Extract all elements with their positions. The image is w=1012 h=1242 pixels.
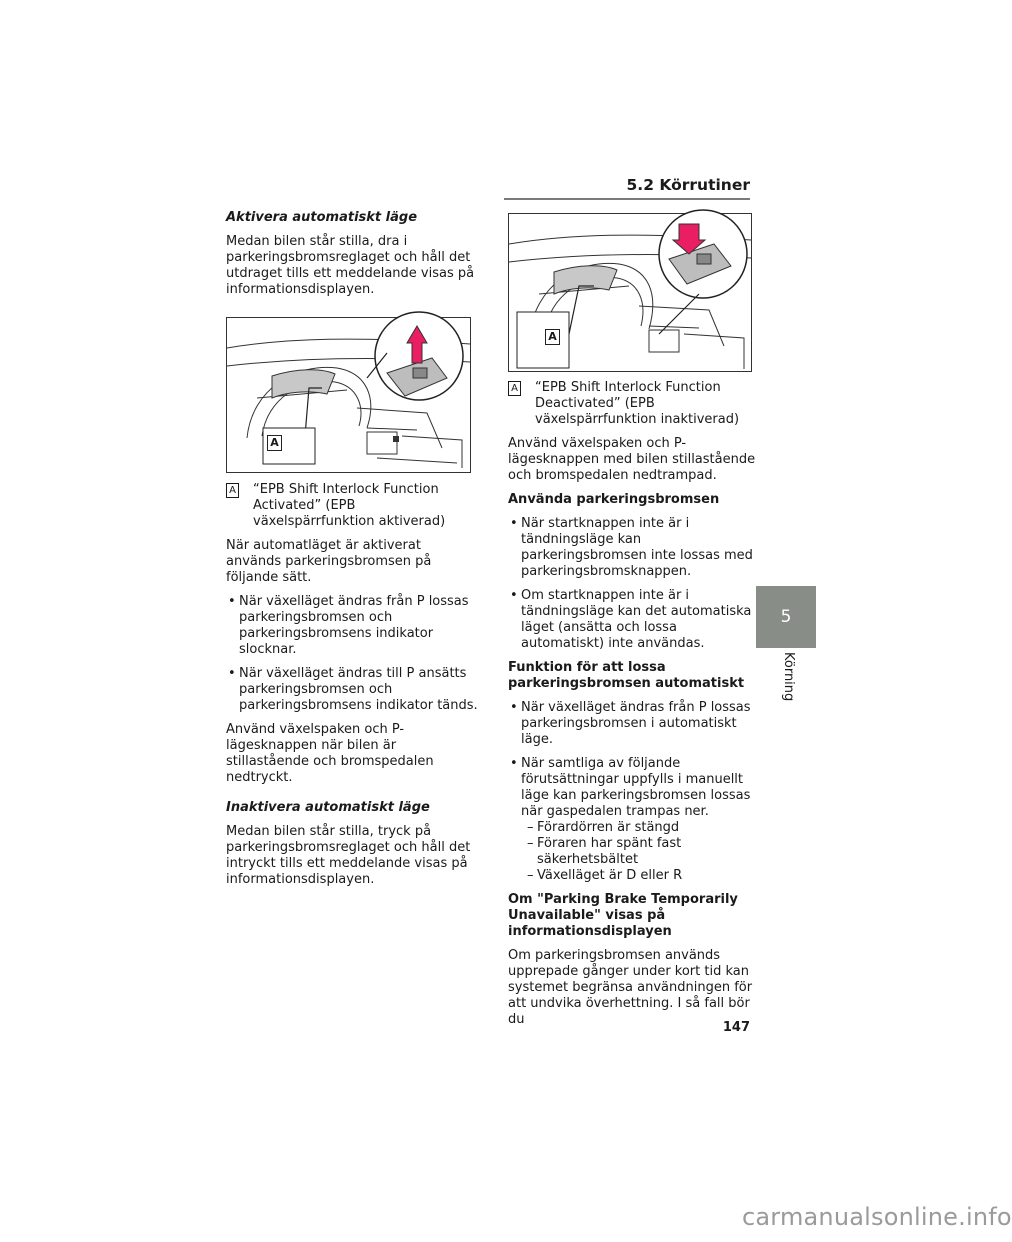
chapter-label: Körning xyxy=(781,652,796,702)
page-number: 147 xyxy=(722,1020,750,1035)
list-item: • När växelläget ändras från P lossas parkeringsbromsen och parkeringsbromsens indikator slocknar. xyxy=(226,594,478,658)
sub-list-item: – Föraren har spänt fast säkerhetsbältet xyxy=(527,836,760,868)
callout-text: “EPB Shift Interlock Function Activated” (EPB växelspärrfunktion aktiverad) xyxy=(253,482,446,529)
paragraph: Använd växelspaken och P-lägesknappen när bilen är stillastående och bromspedalen nedtryckt. xyxy=(226,722,434,785)
callout-badge: A xyxy=(508,381,521,396)
heading-auto-release: Funktion för att lossa parkeringsbromsen automatiskt xyxy=(508,660,745,691)
paragraph: Medan bilen står stilla, tryck på parkeringsbromsreglaget och håll det intryckt tills ett meddelande visas på informationsdisplayen. xyxy=(226,824,471,887)
dashboard-pull-illustration xyxy=(227,318,470,472)
heading-deactivate-auto: Inaktivera automatiskt läge xyxy=(226,800,430,815)
list-item-text: När samtliga av följande förutsättningar uppfylls i manuellt läge kan parkeringsbromsen lossas när gaspedalen trampas ner. xyxy=(521,756,751,819)
figure-deactivate-illustration xyxy=(508,213,752,372)
heading-temporarily-unavailable: Om "Parking Brake Temporarily Unavailable" visas på informationsdisplayen xyxy=(508,892,738,939)
paragraph: Använd växelspaken och P-lägesknappen med bilen stillastående och bromspedalen nedtrampad. xyxy=(508,436,756,483)
list-item xyxy=(508,756,760,884)
figure-label-a: A xyxy=(267,435,282,451)
paragraph: Medan bilen står stilla, dra i parkeringsbromsreglaget och håll det utdraget tills ett meddelande visas på informationsdisplayen. xyxy=(226,234,475,297)
page-header xyxy=(0,176,750,200)
dashboard-push-illustration xyxy=(509,214,751,371)
header-rule xyxy=(504,198,750,200)
chapter-number: 5 xyxy=(780,607,792,627)
watermark: carmanualsonline.info xyxy=(742,1203,1012,1231)
list-item: • När växelläget ändras från P lossas parkeringsbromsen i automatiskt läge. xyxy=(508,700,760,748)
callout-badge: A xyxy=(226,483,239,498)
figure-activate-illustration xyxy=(226,317,471,473)
figure-label-a: A xyxy=(545,329,560,345)
list-item: • När startknappen inte är i tändningsläge kan parkeringsbromsen inte lossas med parkeringsbromsknappen. xyxy=(508,516,760,580)
left-column xyxy=(226,210,478,306)
paragraph: Om parkeringsbromsen används upprepade gånger under kort tid kan systemet begränsa användningen för att undvika överhettning. I så fall bör du xyxy=(508,948,753,1027)
chapter-tab[interactable] xyxy=(756,586,816,648)
bullet-list xyxy=(508,516,760,652)
bullet-list xyxy=(508,700,760,884)
left-column-continued xyxy=(226,482,478,896)
bullet-list xyxy=(226,594,478,714)
list-item: • När växelläget ändras till P ansätts parkeringsbromsen och parkeringsbromsens indikator tänds. xyxy=(226,666,478,714)
callout-deactivated xyxy=(508,380,760,428)
right-column xyxy=(508,380,760,1036)
list-item: • Om startknappen inte är i tändningsläge kan det automatiska läget (ansätta och lossa automatiskt) inte användas. xyxy=(508,588,760,652)
section-title: 5.2 Körrutiner xyxy=(626,176,750,194)
heading-use-parking-brake: Använda parkeringsbromsen xyxy=(508,492,720,507)
heading-activate-auto: Aktivera automatiskt läge xyxy=(226,210,418,225)
sub-list xyxy=(521,820,760,884)
callout-text: “EPB Shift Interlock Function Deactivated” (EPB växelspärrfunktion inaktiverad) xyxy=(535,380,740,427)
paragraph: När automatläget är aktiverat används parkeringsbromsen på följande sätt. xyxy=(226,538,432,585)
callout-activated xyxy=(226,482,478,530)
sub-list-item: – Förardörren är stängd xyxy=(527,820,760,836)
sub-list-item: – Växelläget är D eller R xyxy=(527,868,760,884)
